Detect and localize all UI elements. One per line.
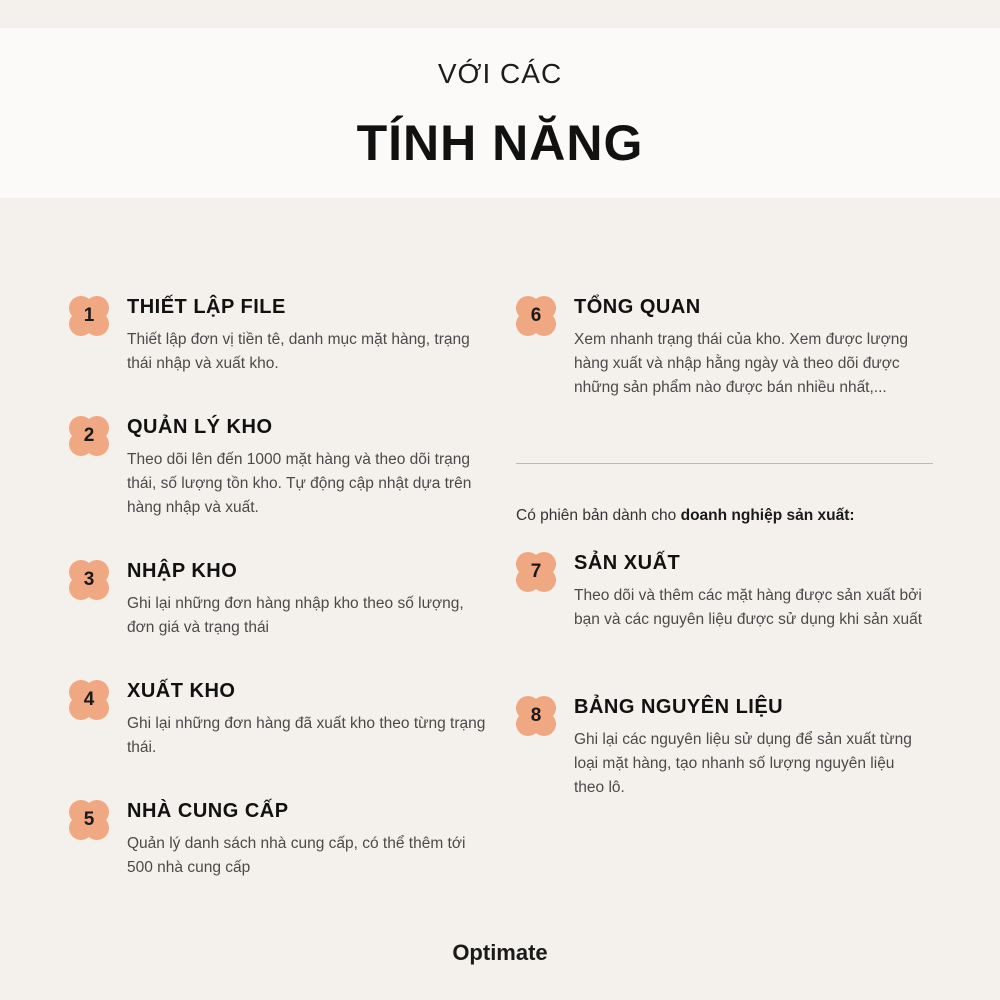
number-badge-icon <box>69 800 109 840</box>
brand-logo: Optimate <box>452 940 548 965</box>
feature-description: Quản lý danh sách nhà cung cấp, có thể thêm tới 500 nhà cung cấp <box>127 835 466 876</box>
number-badge-icon <box>69 296 109 336</box>
feature-title: SẢN XUẤT <box>574 552 681 574</box>
number-badge-icon <box>69 416 109 456</box>
note-prefix: Có phiên bản dành cho <box>516 507 681 524</box>
feature-title: NHẬP KHO <box>127 560 238 582</box>
manufacturing-note <box>516 507 855 525</box>
note-emphasis: doanh nghiệp sản xuất: <box>680 507 855 524</box>
header-band <box>0 28 1000 198</box>
page-title: TÍNH NĂNG <box>356 115 644 171</box>
feature-description: Theo dõi và thêm các mặt hàng được sản xuất bởi bạn và các nguyên liệu được sử dụng khi sản xuất <box>574 587 923 628</box>
feature-title: TỔNG QUAN <box>574 296 701 318</box>
feature-description: Ghi lại những đơn hàng nhập kho theo số lượng, đơn giá và trạng thái <box>127 595 464 636</box>
feature-title: BẢNG NGUYÊN LIỆU <box>574 696 784 718</box>
feature-number: 7 <box>530 561 542 582</box>
feature-title: THIẾT LẬP FILE <box>127 296 286 318</box>
feature-title: NHÀ CUNG CẤP <box>127 800 289 822</box>
feature-number: 6 <box>530 305 542 326</box>
feature-title: XUẤT KHO <box>127 680 236 702</box>
number-badge-icon <box>516 696 556 736</box>
feature-description: Ghi lại các nguyên liệu sử dụng để sản xuất từng loại mặt hàng, tạo nhanh số lượng nguyên liệu theo lô. <box>574 731 912 796</box>
number-badge-icon <box>69 680 109 720</box>
feature-number: 2 <box>83 425 95 446</box>
feature-number: 4 <box>83 689 95 710</box>
feature-number: 3 <box>83 569 95 590</box>
feature-description: Ghi lại những đơn hàng đã xuất kho theo từng trạng thái. <box>127 715 486 756</box>
page-subtitle: VỚI CÁC <box>437 58 563 89</box>
feature-title: QUẢN LÝ KHO <box>127 416 273 438</box>
number-badge-icon <box>516 296 556 336</box>
section-divider <box>516 463 933 464</box>
number-badge-icon <box>516 552 556 592</box>
feature-number: 8 <box>530 705 542 726</box>
feature-description: Theo dõi lên đến 1000 mặt hàng và theo dõi trạng thái, số lượng tồn kho. Tự động cập nhật dựa trên hàng nhập và xuất. <box>127 451 472 516</box>
feature-number: 5 <box>83 809 95 830</box>
number-badge-icon <box>69 560 109 600</box>
feature-description: Xem nhanh trạng thái của kho. Xem được lượng hàng xuất và nhập hằng ngày và theo dõi được những sản phẩm nào được bán nhiều nhất,... <box>574 331 909 396</box>
feature-number: 1 <box>83 305 95 326</box>
feature-description: Thiết lập đơn vị tiền tê, danh mục mặt hàng, trạng thái nhập và xuất kho. <box>127 331 470 372</box>
